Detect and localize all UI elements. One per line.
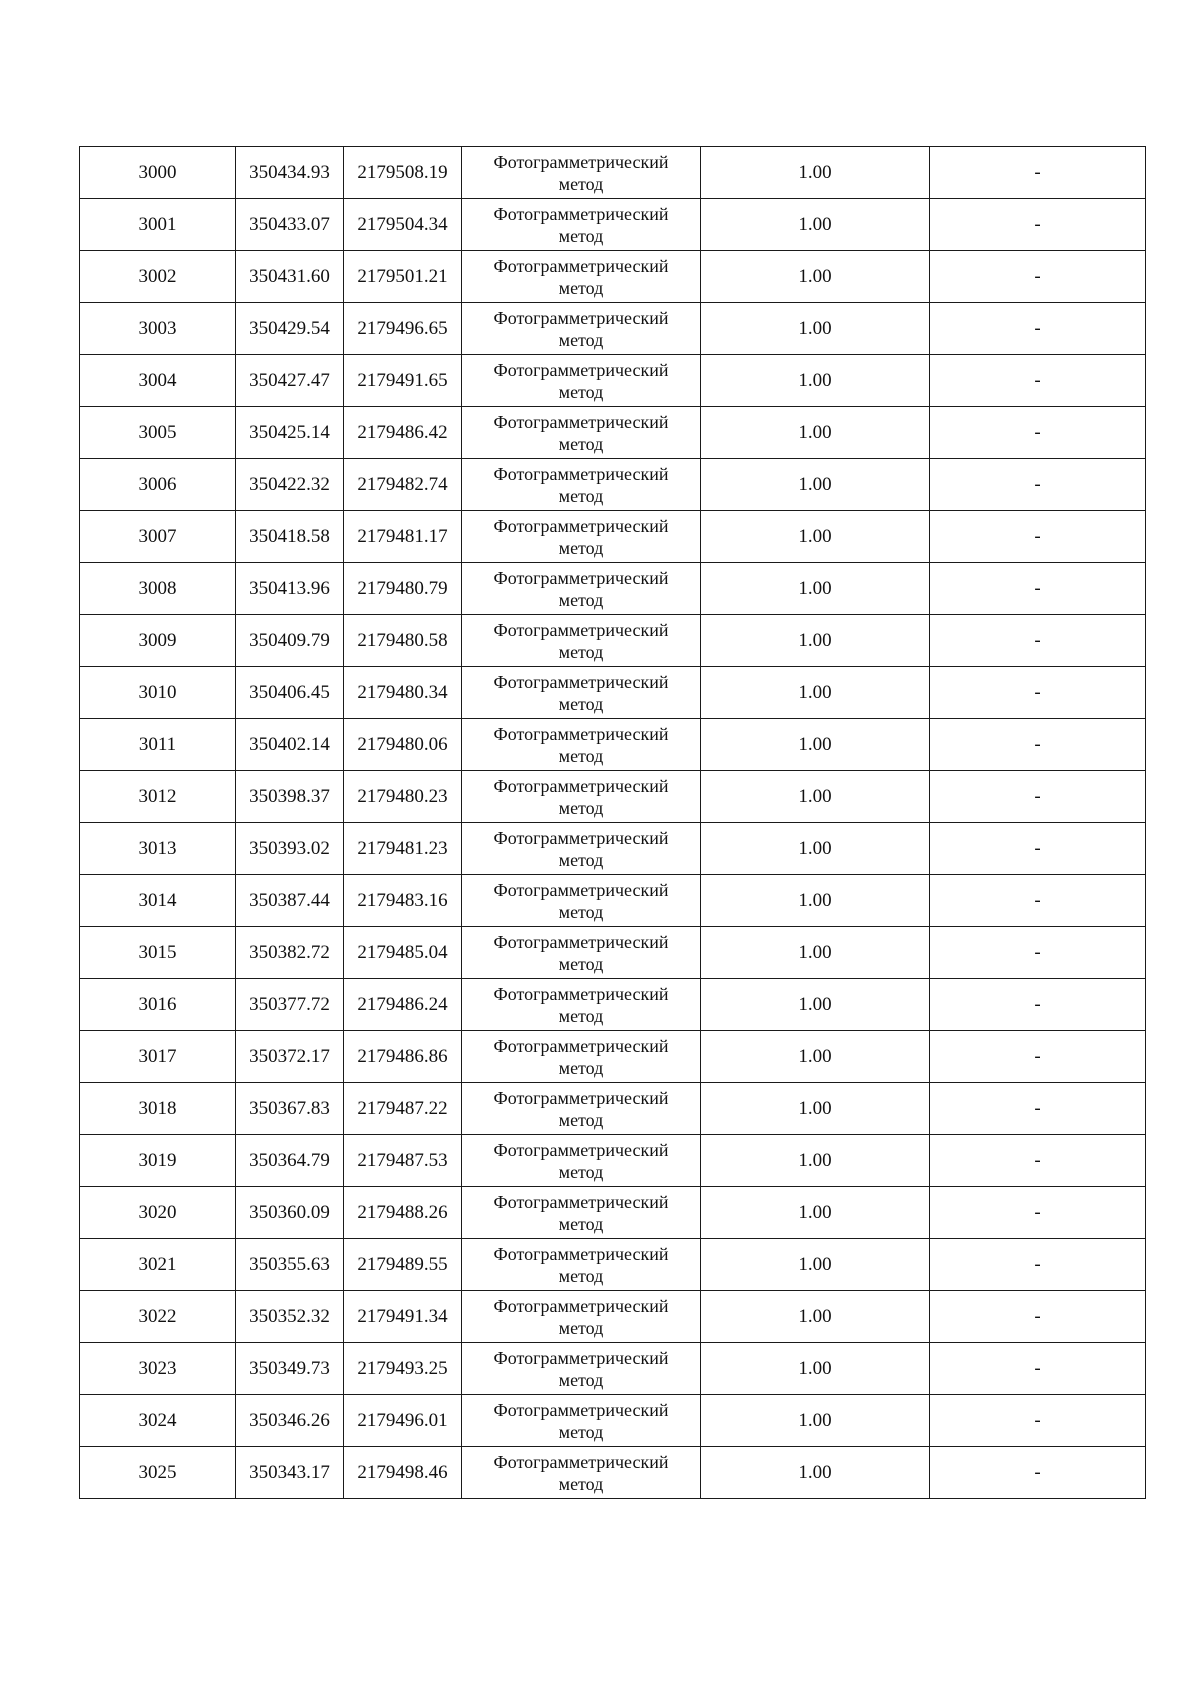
note-cell: - bbox=[930, 147, 1146, 199]
method-line-1: Фотограмметрический bbox=[493, 203, 669, 224]
method-cell bbox=[462, 1395, 701, 1447]
point-number-cell: 3023 bbox=[80, 1343, 236, 1395]
method-line-1: Фотограмметрический bbox=[493, 1399, 669, 1420]
y-coordinate-cell: 2179487.22 bbox=[344, 1083, 462, 1135]
precision-cell: 1.00 bbox=[701, 251, 930, 303]
x-coordinate-cell: 350343.17 bbox=[236, 1447, 344, 1499]
method-cell bbox=[462, 615, 701, 667]
x-coordinate-cell: 350360.09 bbox=[236, 1187, 344, 1239]
x-coordinate-cell: 350372.17 bbox=[236, 1031, 344, 1083]
note-cell: - bbox=[930, 1031, 1146, 1083]
x-coordinate-cell: 350393.02 bbox=[236, 823, 344, 875]
precision-cell: 1.00 bbox=[701, 1343, 930, 1395]
table-row bbox=[80, 615, 1146, 667]
table-row bbox=[80, 355, 1146, 407]
precision-cell: 1.00 bbox=[701, 355, 930, 407]
method-line-1: Фотограмметрический bbox=[493, 463, 669, 484]
y-coordinate-cell: 2179489.55 bbox=[344, 1239, 462, 1291]
method-cell bbox=[462, 1291, 701, 1343]
point-number-cell: 3010 bbox=[80, 667, 236, 719]
y-coordinate-cell: 2179498.46 bbox=[344, 1447, 462, 1499]
precision-cell: 1.00 bbox=[701, 667, 930, 719]
note-cell: - bbox=[930, 251, 1146, 303]
x-coordinate-cell: 350409.79 bbox=[236, 615, 344, 667]
note-cell: - bbox=[930, 1343, 1146, 1395]
y-coordinate-cell: 2179480.58 bbox=[344, 615, 462, 667]
point-number-cell: 3013 bbox=[80, 823, 236, 875]
table-row bbox=[80, 1343, 1146, 1395]
table-row bbox=[80, 979, 1146, 1031]
point-number-cell: 3020 bbox=[80, 1187, 236, 1239]
point-number-cell: 3007 bbox=[80, 511, 236, 563]
precision-cell: 1.00 bbox=[701, 1135, 930, 1187]
precision-cell: 1.00 bbox=[701, 1187, 930, 1239]
method-line-1: Фотограмметрический bbox=[493, 567, 669, 588]
precision-cell: 1.00 bbox=[701, 875, 930, 927]
point-number-cell: 3014 bbox=[80, 875, 236, 927]
table-row bbox=[80, 303, 1146, 355]
table-row bbox=[80, 459, 1146, 511]
method-cell bbox=[462, 979, 701, 1031]
method-line-1: Фотограмметрический bbox=[493, 1243, 669, 1264]
table-row bbox=[80, 771, 1146, 823]
method-line-1: Фотограмметрический bbox=[493, 619, 669, 640]
x-coordinate-cell: 350425.14 bbox=[236, 407, 344, 459]
table-row bbox=[80, 407, 1146, 459]
method-line-1: Фотограмметрический bbox=[493, 307, 669, 328]
table-row bbox=[80, 1135, 1146, 1187]
method-line-2: метод bbox=[558, 1057, 604, 1078]
y-coordinate-cell: 2179485.04 bbox=[344, 927, 462, 979]
note-cell: - bbox=[930, 875, 1146, 927]
note-cell: - bbox=[930, 199, 1146, 251]
method-line-2: метод bbox=[558, 641, 604, 662]
method-line-2: метод bbox=[558, 1265, 604, 1286]
y-coordinate-cell: 2179486.42 bbox=[344, 407, 462, 459]
table-row bbox=[80, 1083, 1146, 1135]
point-number-cell: 3018 bbox=[80, 1083, 236, 1135]
table-row bbox=[80, 511, 1146, 563]
method-cell bbox=[462, 147, 701, 199]
method-line-1: Фотограмметрический bbox=[493, 411, 669, 432]
table-row bbox=[80, 1291, 1146, 1343]
note-cell: - bbox=[930, 667, 1146, 719]
point-number-cell: 3011 bbox=[80, 719, 236, 771]
precision-cell: 1.00 bbox=[701, 459, 930, 511]
y-coordinate-cell: 2179481.23 bbox=[344, 823, 462, 875]
y-coordinate-cell: 2179480.06 bbox=[344, 719, 462, 771]
precision-cell: 1.00 bbox=[701, 407, 930, 459]
note-cell: - bbox=[930, 615, 1146, 667]
note-cell: - bbox=[930, 407, 1146, 459]
method-line-2: метод bbox=[558, 1005, 604, 1026]
method-line-1: Фотограмметрический bbox=[493, 671, 669, 692]
method-cell bbox=[462, 251, 701, 303]
precision-cell: 1.00 bbox=[701, 1083, 930, 1135]
note-cell: - bbox=[930, 1187, 1146, 1239]
y-coordinate-cell: 2179491.34 bbox=[344, 1291, 462, 1343]
precision-cell: 1.00 bbox=[701, 979, 930, 1031]
method-line-1: Фотограмметрический bbox=[493, 931, 669, 952]
x-coordinate-cell: 350352.32 bbox=[236, 1291, 344, 1343]
x-coordinate-cell: 350364.79 bbox=[236, 1135, 344, 1187]
precision-cell: 1.00 bbox=[701, 1395, 930, 1447]
table-row bbox=[80, 1187, 1146, 1239]
method-line-1: Фотограмметрический bbox=[493, 879, 669, 900]
precision-cell: 1.00 bbox=[701, 927, 930, 979]
method-line-2: метод bbox=[558, 1213, 604, 1234]
method-line-2: метод bbox=[558, 537, 604, 558]
y-coordinate-cell: 2179508.19 bbox=[344, 147, 462, 199]
method-line-2: метод bbox=[558, 1109, 604, 1130]
coordinates-table bbox=[79, 146, 1146, 1499]
note-cell: - bbox=[930, 1135, 1146, 1187]
precision-cell: 1.00 bbox=[701, 1447, 930, 1499]
method-line-2: метод bbox=[558, 329, 604, 350]
note-cell: - bbox=[930, 1447, 1146, 1499]
method-line-2: метод bbox=[558, 433, 604, 454]
precision-cell: 1.00 bbox=[701, 147, 930, 199]
note-cell: - bbox=[930, 303, 1146, 355]
table-row bbox=[80, 1447, 1146, 1499]
point-number-cell: 3005 bbox=[80, 407, 236, 459]
method-line-2: метод bbox=[558, 1317, 604, 1338]
precision-cell: 1.00 bbox=[701, 563, 930, 615]
note-cell: - bbox=[930, 771, 1146, 823]
method-cell bbox=[462, 511, 701, 563]
y-coordinate-cell: 2179480.23 bbox=[344, 771, 462, 823]
method-line-1: Фотограмметрический bbox=[493, 983, 669, 1004]
y-coordinate-cell: 2179482.74 bbox=[344, 459, 462, 511]
table-row bbox=[80, 199, 1146, 251]
method-line-1: Фотограмметрический bbox=[493, 1347, 669, 1368]
point-number-cell: 3012 bbox=[80, 771, 236, 823]
y-coordinate-cell: 2179501.21 bbox=[344, 251, 462, 303]
method-line-2: метод bbox=[558, 1369, 604, 1390]
method-cell bbox=[462, 355, 701, 407]
point-number-cell: 3017 bbox=[80, 1031, 236, 1083]
y-coordinate-cell: 2179496.01 bbox=[344, 1395, 462, 1447]
note-cell: - bbox=[930, 1239, 1146, 1291]
method-line-2: метод bbox=[558, 953, 604, 974]
precision-cell: 1.00 bbox=[701, 719, 930, 771]
method-line-2: метод bbox=[558, 745, 604, 766]
method-line-2: метод bbox=[558, 1421, 604, 1442]
method-line-2: метод bbox=[558, 1161, 604, 1182]
method-cell bbox=[462, 199, 701, 251]
table-row bbox=[80, 875, 1146, 927]
method-cell bbox=[462, 1239, 701, 1291]
y-coordinate-cell: 2179486.24 bbox=[344, 979, 462, 1031]
note-cell: - bbox=[930, 927, 1146, 979]
precision-cell: 1.00 bbox=[701, 1239, 930, 1291]
x-coordinate-cell: 350349.73 bbox=[236, 1343, 344, 1395]
method-cell bbox=[462, 563, 701, 615]
table-row bbox=[80, 1239, 1146, 1291]
method-cell bbox=[462, 875, 701, 927]
method-line-2: метод bbox=[558, 1473, 604, 1494]
method-line-2: метод bbox=[558, 901, 604, 922]
point-number-cell: 3006 bbox=[80, 459, 236, 511]
x-coordinate-cell: 350431.60 bbox=[236, 251, 344, 303]
method-cell bbox=[462, 1083, 701, 1135]
method-cell bbox=[462, 1031, 701, 1083]
method-cell bbox=[462, 1343, 701, 1395]
x-coordinate-cell: 350382.72 bbox=[236, 927, 344, 979]
precision-cell: 1.00 bbox=[701, 1291, 930, 1343]
method-line-2: метод bbox=[558, 173, 604, 194]
precision-cell: 1.00 bbox=[701, 615, 930, 667]
point-number-cell: 3015 bbox=[80, 927, 236, 979]
x-coordinate-cell: 350413.96 bbox=[236, 563, 344, 615]
y-coordinate-cell: 2179488.26 bbox=[344, 1187, 462, 1239]
method-line-2: метод bbox=[558, 693, 604, 714]
point-number-cell: 3000 bbox=[80, 147, 236, 199]
method-line-1: Фотограмметрический bbox=[493, 723, 669, 744]
x-coordinate-cell: 350367.83 bbox=[236, 1083, 344, 1135]
method-line-2: метод bbox=[558, 797, 604, 818]
y-coordinate-cell: 2179486.86 bbox=[344, 1031, 462, 1083]
method-cell bbox=[462, 823, 701, 875]
method-cell bbox=[462, 719, 701, 771]
method-cell bbox=[462, 1135, 701, 1187]
note-cell: - bbox=[930, 823, 1146, 875]
x-coordinate-cell: 350429.54 bbox=[236, 303, 344, 355]
point-number-cell: 3009 bbox=[80, 615, 236, 667]
x-coordinate-cell: 350427.47 bbox=[236, 355, 344, 407]
precision-cell: 1.00 bbox=[701, 1031, 930, 1083]
x-coordinate-cell: 350346.26 bbox=[236, 1395, 344, 1447]
table-row bbox=[80, 667, 1146, 719]
method-line-1: Фотограмметрический bbox=[493, 359, 669, 380]
table-row bbox=[80, 823, 1146, 875]
x-coordinate-cell: 350433.07 bbox=[236, 199, 344, 251]
method-line-2: метод bbox=[558, 849, 604, 870]
method-cell bbox=[462, 1187, 701, 1239]
method-line-1: Фотограмметрический bbox=[493, 1295, 669, 1316]
point-number-cell: 3002 bbox=[80, 251, 236, 303]
y-coordinate-cell: 2179481.17 bbox=[344, 511, 462, 563]
y-coordinate-cell: 2179496.65 bbox=[344, 303, 462, 355]
note-cell: - bbox=[930, 1291, 1146, 1343]
y-coordinate-cell: 2179483.16 bbox=[344, 875, 462, 927]
point-number-cell: 3001 bbox=[80, 199, 236, 251]
x-coordinate-cell: 350355.63 bbox=[236, 1239, 344, 1291]
y-coordinate-cell: 2179480.79 bbox=[344, 563, 462, 615]
x-coordinate-cell: 350422.32 bbox=[236, 459, 344, 511]
table-row bbox=[80, 251, 1146, 303]
method-line-1: Фотограмметрический bbox=[493, 1139, 669, 1160]
y-coordinate-cell: 2179504.34 bbox=[344, 199, 462, 251]
precision-cell: 1.00 bbox=[701, 199, 930, 251]
method-line-1: Фотограмметрический bbox=[493, 1451, 669, 1472]
method-cell bbox=[462, 303, 701, 355]
method-cell bbox=[462, 407, 701, 459]
note-cell: - bbox=[930, 511, 1146, 563]
note-cell: - bbox=[930, 719, 1146, 771]
y-coordinate-cell: 2179493.25 bbox=[344, 1343, 462, 1395]
precision-cell: 1.00 bbox=[701, 823, 930, 875]
table-row bbox=[80, 147, 1146, 199]
note-cell: - bbox=[930, 459, 1146, 511]
point-number-cell: 3008 bbox=[80, 563, 236, 615]
point-number-cell: 3004 bbox=[80, 355, 236, 407]
note-cell: - bbox=[930, 563, 1146, 615]
point-number-cell: 3019 bbox=[80, 1135, 236, 1187]
method-line-2: метод bbox=[558, 589, 604, 610]
note-cell: - bbox=[930, 979, 1146, 1031]
method-cell bbox=[462, 1447, 701, 1499]
x-coordinate-cell: 350387.44 bbox=[236, 875, 344, 927]
table-row bbox=[80, 1395, 1146, 1447]
x-coordinate-cell: 350398.37 bbox=[236, 771, 344, 823]
x-coordinate-cell: 350402.14 bbox=[236, 719, 344, 771]
point-number-cell: 3021 bbox=[80, 1239, 236, 1291]
note-cell: - bbox=[930, 1395, 1146, 1447]
precision-cell: 1.00 bbox=[701, 771, 930, 823]
method-line-1: Фотограмметрический bbox=[493, 1087, 669, 1108]
precision-cell: 1.00 bbox=[701, 511, 930, 563]
point-number-cell: 3025 bbox=[80, 1447, 236, 1499]
table-row bbox=[80, 927, 1146, 979]
method-line-1: Фотограмметрический bbox=[493, 151, 669, 172]
x-coordinate-cell: 350377.72 bbox=[236, 979, 344, 1031]
method-line-1: Фотограмметрический bbox=[493, 775, 669, 796]
table-row bbox=[80, 1031, 1146, 1083]
point-number-cell: 3016 bbox=[80, 979, 236, 1031]
y-coordinate-cell: 2179487.53 bbox=[344, 1135, 462, 1187]
y-coordinate-cell: 2179491.65 bbox=[344, 355, 462, 407]
point-number-cell: 3024 bbox=[80, 1395, 236, 1447]
method-line-2: метод bbox=[558, 277, 604, 298]
method-line-2: метод bbox=[558, 225, 604, 246]
note-cell: - bbox=[930, 355, 1146, 407]
method-line-2: метод bbox=[558, 485, 604, 506]
table-row bbox=[80, 719, 1146, 771]
method-line-1: Фотограмметрический bbox=[493, 515, 669, 536]
point-number-cell: 3022 bbox=[80, 1291, 236, 1343]
point-number-cell: 3003 bbox=[80, 303, 236, 355]
method-cell bbox=[462, 459, 701, 511]
precision-cell: 1.00 bbox=[701, 303, 930, 355]
note-cell: - bbox=[930, 1083, 1146, 1135]
method-line-2: метод bbox=[558, 381, 604, 402]
method-line-1: Фотограмметрический bbox=[493, 255, 669, 276]
method-cell bbox=[462, 927, 701, 979]
x-coordinate-cell: 350434.93 bbox=[236, 147, 344, 199]
x-coordinate-cell: 350418.58 bbox=[236, 511, 344, 563]
method-cell bbox=[462, 667, 701, 719]
method-cell bbox=[462, 771, 701, 823]
x-coordinate-cell: 350406.45 bbox=[236, 667, 344, 719]
table-body bbox=[80, 147, 1146, 1499]
table-row bbox=[80, 563, 1146, 615]
method-line-1: Фотограмметрический bbox=[493, 1035, 669, 1056]
method-line-1: Фотограмметрический bbox=[493, 1191, 669, 1212]
y-coordinate-cell: 2179480.34 bbox=[344, 667, 462, 719]
method-line-1: Фотограмметрический bbox=[493, 827, 669, 848]
